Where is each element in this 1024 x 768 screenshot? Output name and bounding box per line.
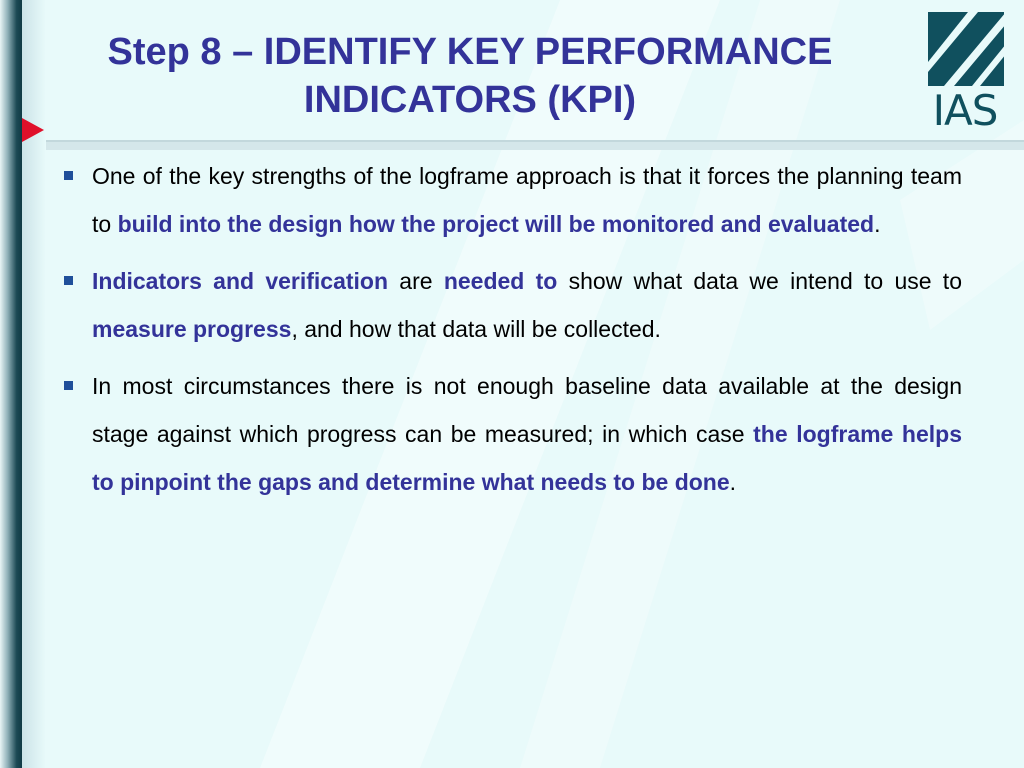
square-bullet-icon <box>64 171 73 180</box>
bullet-text-part: show what data we intend to use to <box>557 268 962 294</box>
slide-title <box>30 28 910 124</box>
bullet-text <box>92 373 962 495</box>
title-divider-shadow <box>46 142 1024 150</box>
bullet-text-part: . <box>729 469 737 495</box>
bullet-highlight: build into the design how the project will be monitored and evaluated <box>117 211 875 237</box>
bullet-highlight: measure progress <box>92 316 292 342</box>
bullet-text-part: One of the key strengths of the logframe approach is that it forces the planning team to <box>92 163 962 237</box>
bullet-item <box>62 362 962 506</box>
bullet-text <box>92 268 962 342</box>
bullet-item <box>62 257 962 353</box>
bullet-text <box>92 163 962 237</box>
bullet-highlight: the logframe helps to pinpoint the gaps and determine what needs to be done <box>92 421 963 495</box>
bullet-item <box>62 152 962 248</box>
title-line-1: Step 8 – IDENTIFY KEY PERFORMANCE <box>107 31 833 73</box>
square-bullet-icon <box>64 276 73 285</box>
bullet-highlight: needed to <box>443 268 558 294</box>
bullet-text-part: , and how that data will be collected. <box>291 316 661 342</box>
bullet-text-part: are <box>388 268 444 294</box>
title-line-2: INDICATORS (KPI) <box>303 79 637 121</box>
left-sidebar-bar <box>0 0 22 768</box>
logo-text: IAS <box>932 86 998 135</box>
bullet-text-part: In most circumstances there is not enough baseline data available at the design stage against which progress can be measured; in which case <box>92 373 962 447</box>
bullet-highlight: Indicators and verification <box>92 268 389 294</box>
bullet-text-part: . <box>874 211 881 237</box>
square-bullet-icon <box>64 381 73 390</box>
bullet-list <box>62 152 962 515</box>
